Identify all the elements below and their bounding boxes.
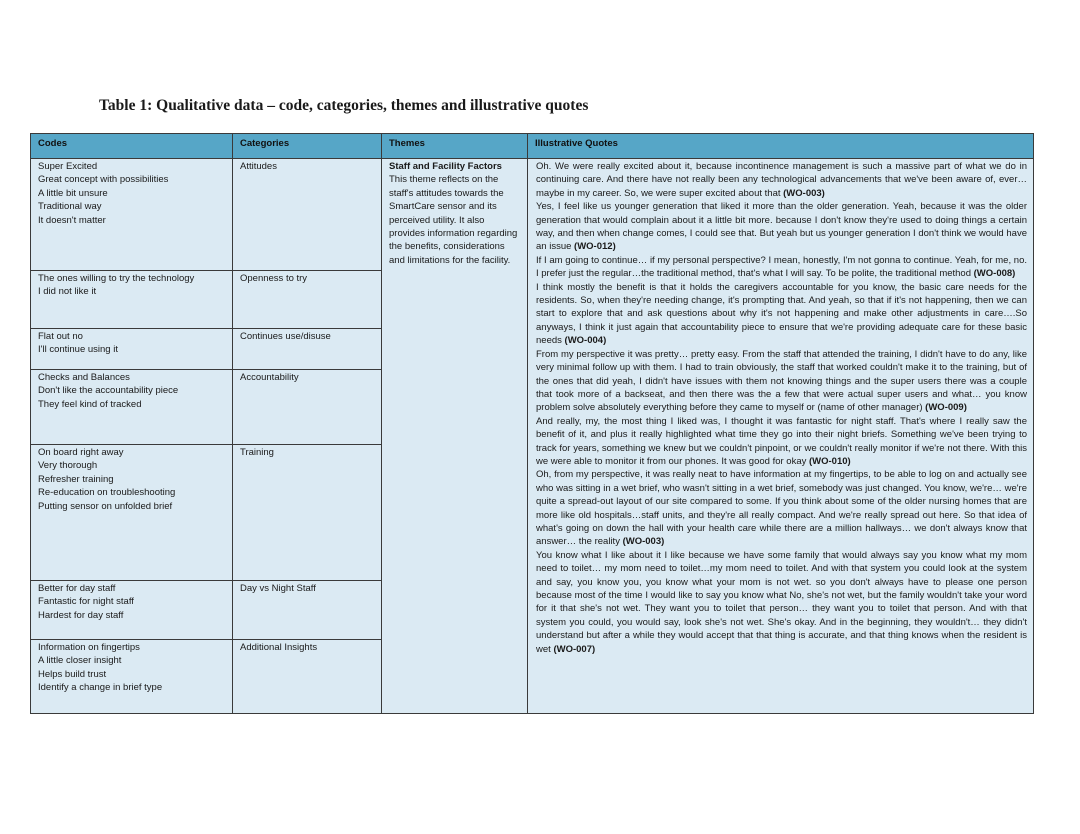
codes-cell — [31, 445, 233, 581]
quote-text: From my perspective it was pretty… pretty easy. From the staff that attended the training, I didn't have to do any, like very minimal follow up with them. I had to train obviously, the staff that worked couldn't make it to the training, but of the ones that did yeah, I didn't have issues with them not knowing things and the super users there was a couple that took more of a backseat, and then there was the a few that were actual super users and what… you know problem solve absolutely everything before they came to myself or (name of other manager) — [536, 348, 1027, 414]
code-item: Checks and Balances — [38, 372, 130, 383]
code-item: It doesn't matter — [38, 214, 106, 226]
code-item: Traditional way — [38, 201, 102, 213]
table-header-row — [31, 134, 1034, 159]
quote — [536, 549, 1027, 656]
quote-text: Oh. We were really excited about it, because incontinence management is such a massive part of what we do in continuing care. And there have not really been any technological advancements that we've been aware of, ever… maybe in my career. So, we were super excited about that — [536, 161, 1027, 199]
quote-text: Yes, I feel like us younger generation that liked it more than the older generation. Yeah, because it was the older generation that would complain about it a little bit more. because I don't know they're used to doing things a certain way, and then when change comes, I could see that. But yeah but us younger generation I don't think we would have an issue — [536, 201, 1027, 253]
category-cell: Accountability — [233, 370, 382, 445]
table-title: Table 1: Qualitative data – code, categories, themes and illustrative quotes — [99, 97, 589, 114]
code-item: I did not like it — [38, 286, 97, 298]
quote — [536, 468, 1027, 548]
quote-text: I think mostly the benefit is that it holds the caregivers accountable for you know, the basic care needs for the residents. So, when they're needing change, it's prompting that. And yeah, so that if it's not happening, then we can start to explore that and ask questions about why it's not happening and make other adjustments in care….So anyways, I think it just again that accountability piece to ensure that we're providing adequate care for these basic needs — [536, 281, 1027, 347]
code-item: Fantastic for night staff — [38, 596, 134, 608]
quote — [536, 415, 1027, 469]
code-item: Helps build trust — [38, 668, 107, 680]
quote-id: (WO-003) — [622, 536, 665, 548]
category-cell: Training — [233, 445, 382, 581]
quote-id: (WO-012) — [574, 241, 616, 253]
theme-title: Staff and Facility Factors — [389, 161, 502, 172]
codes-cell — [31, 370, 233, 445]
code-item: Information on fingertips — [38, 642, 140, 653]
quote-text: Oh, from my perspective, it was really neat to have information at my fingertips, to be able to log on and actually see who was sitting in a wet brief, who wasn't sitting in a wet brief, somebody was just changed. You know, we're… we're quite a spread-out layout of our site compared to some. If you think about some of the older nursing homes that are more like old hospitals…staff units, and they're all really compact. And we're really spread out here. So that idea of what's going on down the hall with your health care while there are a million hallways… we don't always know that answer… the reality — [536, 469, 1027, 548]
header-themes: Themes — [382, 134, 528, 159]
quote-text: You know what I like about it I like because we have some family that would always say you know what my mom need to toilet… my mom need to toilet…my mom need to toilet. And with that system you could look at the system and say, you know you, you know what your mom is not wet. so you don't always have to please one person because most of the time I would like to say you know what No, she's not wet, but the family wouldn't take your word for it that she's not wet. They want you to toilet that person… they want you to toilet that person. And with that system you could, you would say, look she's not wet. She's okay. And in the beginning, they wouldn't… they didn't understand but after a while they would accept that that thing is accurate, and that thing knows when the resident is wet — [536, 549, 1027, 655]
quote-id: (WO-004) — [564, 335, 607, 347]
theme-description: This theme reflects on the staff's attitudes towards the SmartCare sensor and its perceived utility. It also provides information regarding the benefits, considerations and limitations for the facility. — [389, 174, 518, 266]
quote — [536, 281, 1027, 348]
quotes-cell — [528, 159, 1034, 714]
category-cell: Additional Insights — [233, 640, 382, 714]
code-item: They feel kind of tracked — [38, 398, 142, 410]
code-item: Great concept with possibilities — [38, 174, 169, 186]
quote-id: (WO-007) — [553, 643, 596, 655]
code-item: Very thorough — [38, 460, 98, 472]
theme-cell — [382, 159, 528, 714]
quote-id: (WO-010) — [809, 455, 851, 467]
code-item: Super Excited — [38, 161, 98, 172]
codes-cell — [31, 581, 233, 640]
code-item: Flat out no — [38, 331, 83, 342]
quote — [536, 200, 1027, 254]
table-row — [31, 159, 1034, 271]
header-categories: Categories — [233, 134, 382, 159]
code-item: Don't like the accountability piece — [38, 385, 179, 397]
quote — [536, 348, 1027, 415]
code-item: On board right away — [38, 447, 124, 458]
code-item: Re-education on troubleshooting — [38, 487, 176, 499]
code-item: A little bit unsure — [38, 187, 108, 199]
code-item: Identify a change in brief type — [38, 682, 163, 694]
quote-id: (WO-003) — [783, 187, 825, 199]
codes-cell — [31, 271, 233, 329]
category-cell: Openness to try — [233, 271, 382, 329]
header-codes: Codes — [31, 134, 233, 159]
header-illustrative-quotes: Illustrative Quotes — [528, 134, 1034, 159]
category-cell: Day vs Night Staff — [233, 581, 382, 640]
category-cell: Attitudes — [233, 159, 382, 271]
codes-cell — [31, 329, 233, 370]
quote — [536, 254, 1027, 281]
code-item: Putting sensor on unfolded brief — [38, 500, 173, 512]
code-item: Better for day staff — [38, 583, 116, 594]
quote-text: If I am going to continue… if my personal perspective? I mean, honestly, I'm not gonna to continue. Yeah, for me, no. I prefer just the regular…the traditional method, that's what I will say. To be polite, the traditional method — [536, 254, 1027, 280]
quote — [536, 160, 1027, 200]
code-item: The ones willing to try the technology — [38, 273, 195, 284]
codes-cell — [31, 640, 233, 714]
codes-cell — [31, 159, 233, 271]
code-item: A little closer insight — [38, 655, 122, 667]
category-cell: Continues use/disuse — [233, 329, 382, 370]
code-item: Refresher training — [38, 473, 114, 485]
quote-text: And really, my, the most thing I liked was, I thought it was fantastic for night staff. That's where I really saw the benefit of it, and plus it really highlighted what time they go into their night briefs. Something we've been trying to track for years, something we knew but we couldn't pinpoint, or we couldn't really monitor if we're not there. With this we were able to monitor it from our phones. It was good for okay — [536, 415, 1027, 467]
code-item: I'll continue using it — [38, 344, 118, 356]
quote-id: (WO-008) — [973, 268, 1016, 280]
quote-id: (WO-009) — [925, 402, 967, 414]
qualitative-data-table — [30, 133, 1034, 714]
code-item: Hardest for day staff — [38, 609, 124, 621]
